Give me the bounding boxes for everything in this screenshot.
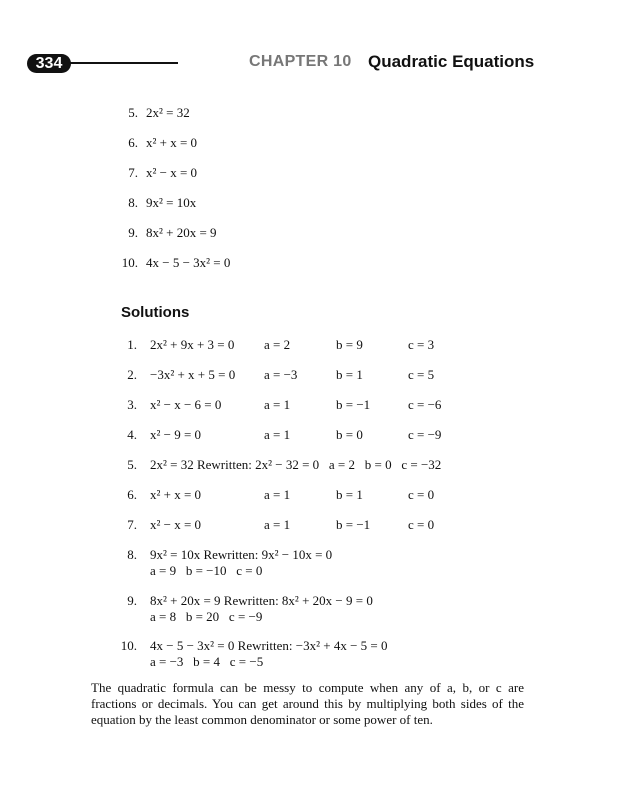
- solution-number: 10.: [120, 638, 137, 653]
- solution-line: 8x² + 20x = 9 Rewritten: 8x² + 20x − 9 = 0: [150, 593, 373, 608]
- solution-number: 3.: [127, 397, 137, 412]
- coefficient-c: c = 3: [408, 337, 435, 352]
- exercise-equation: x² + x = 0: [146, 135, 198, 150]
- coefficient-c: c = 0: [408, 517, 435, 532]
- exercise-number: 10.: [121, 255, 138, 270]
- page-number-badge: 334: [27, 54, 71, 73]
- solution-equation: x² − x − 6 = 0: [150, 397, 222, 412]
- solution-number: 7.: [127, 517, 137, 532]
- exercise-number: 5.: [128, 105, 138, 120]
- coefficient-c: c = −9: [408, 427, 442, 442]
- body-paragraph: The quadratic formula can be messy to compute when any of a, b, or c are fractions or decimals. You can get around this by multiplying both sides of the equation by the least common denominator or some power of ten.: [91, 680, 524, 727]
- coefficient-b: b = 0: [336, 427, 363, 442]
- coefficient-a: a = 1: [264, 517, 291, 532]
- exercise-equation: 4x − 5 − 3x² = 0: [146, 255, 231, 270]
- solution-number: 5.: [127, 457, 137, 472]
- exercise-equation: 2x² = 32: [146, 105, 190, 120]
- exercise-equation: 8x² + 20x = 9: [146, 225, 217, 240]
- coefficient-a: a = 2: [264, 337, 291, 352]
- coefficient-b: b = −1: [336, 517, 371, 532]
- solution-number: 6.: [127, 487, 137, 502]
- coefficient-c: c = −6: [408, 397, 442, 412]
- solution-equation: x² − x = 0: [150, 517, 202, 532]
- coefficient-c: c = 5: [408, 367, 435, 382]
- coefficient-a: a = −3: [264, 367, 298, 382]
- exercise-number: 8.: [128, 195, 138, 210]
- solution-line: 2x² = 32 Rewritten: 2x² − 32 = 0 a = 2 b = 0 c = −32: [150, 457, 442, 472]
- solution-coefficients: a = 8 b = 20 c = −9: [150, 609, 263, 624]
- coefficient-a: a = 1: [264, 487, 291, 502]
- solution-number: 1.: [127, 337, 137, 352]
- coefficient-a: a = 1: [264, 427, 291, 442]
- solution-equation: x² + x = 0: [150, 487, 202, 502]
- coefficient-c: c = 0: [408, 487, 435, 502]
- coefficient-a: a = 1: [264, 397, 291, 412]
- solution-coefficients: a = −3 b = 4 c = −5: [150, 654, 264, 669]
- exercise-equation: x² − x = 0: [146, 165, 198, 180]
- header-rule: [68, 62, 178, 64]
- solution-number: 8.: [127, 547, 137, 562]
- coefficient-b: b = −1: [336, 397, 371, 412]
- solution-number: 9.: [127, 593, 137, 608]
- exercise-equation: 9x² = 10x: [146, 195, 197, 210]
- exercise-number: 7.: [128, 165, 138, 180]
- coefficient-b: b = 1: [336, 367, 363, 382]
- solution-coefficients: a = 9 b = −10 c = 0: [150, 563, 263, 578]
- chapter-title: Quadratic Equations: [368, 52, 535, 71]
- solutions-heading: Solutions: [121, 304, 190, 321]
- solution-line: 4x − 5 − 3x² = 0 Rewritten: −3x² + 4x − 5 = 0: [150, 638, 388, 653]
- solution-number: 4.: [127, 427, 137, 442]
- coefficient-b: b = 1: [336, 487, 363, 502]
- solution-number: 2.: [127, 367, 137, 382]
- exercise-number: 9.: [128, 225, 138, 240]
- exercise-number: 6.: [128, 135, 138, 150]
- coefficient-b: b = 9: [336, 337, 363, 352]
- solution-line: 9x² = 10x Rewritten: 9x² − 10x = 0: [150, 547, 333, 562]
- solution-equation: −3x² + x + 5 = 0: [150, 367, 236, 382]
- page-header: [0, 0, 635, 90]
- solution-equation: x² − 9 = 0: [150, 427, 202, 442]
- solution-equation: 2x² + 9x + 3 = 0: [150, 337, 235, 352]
- chapter-label: CHAPTER 10: [249, 53, 352, 70]
